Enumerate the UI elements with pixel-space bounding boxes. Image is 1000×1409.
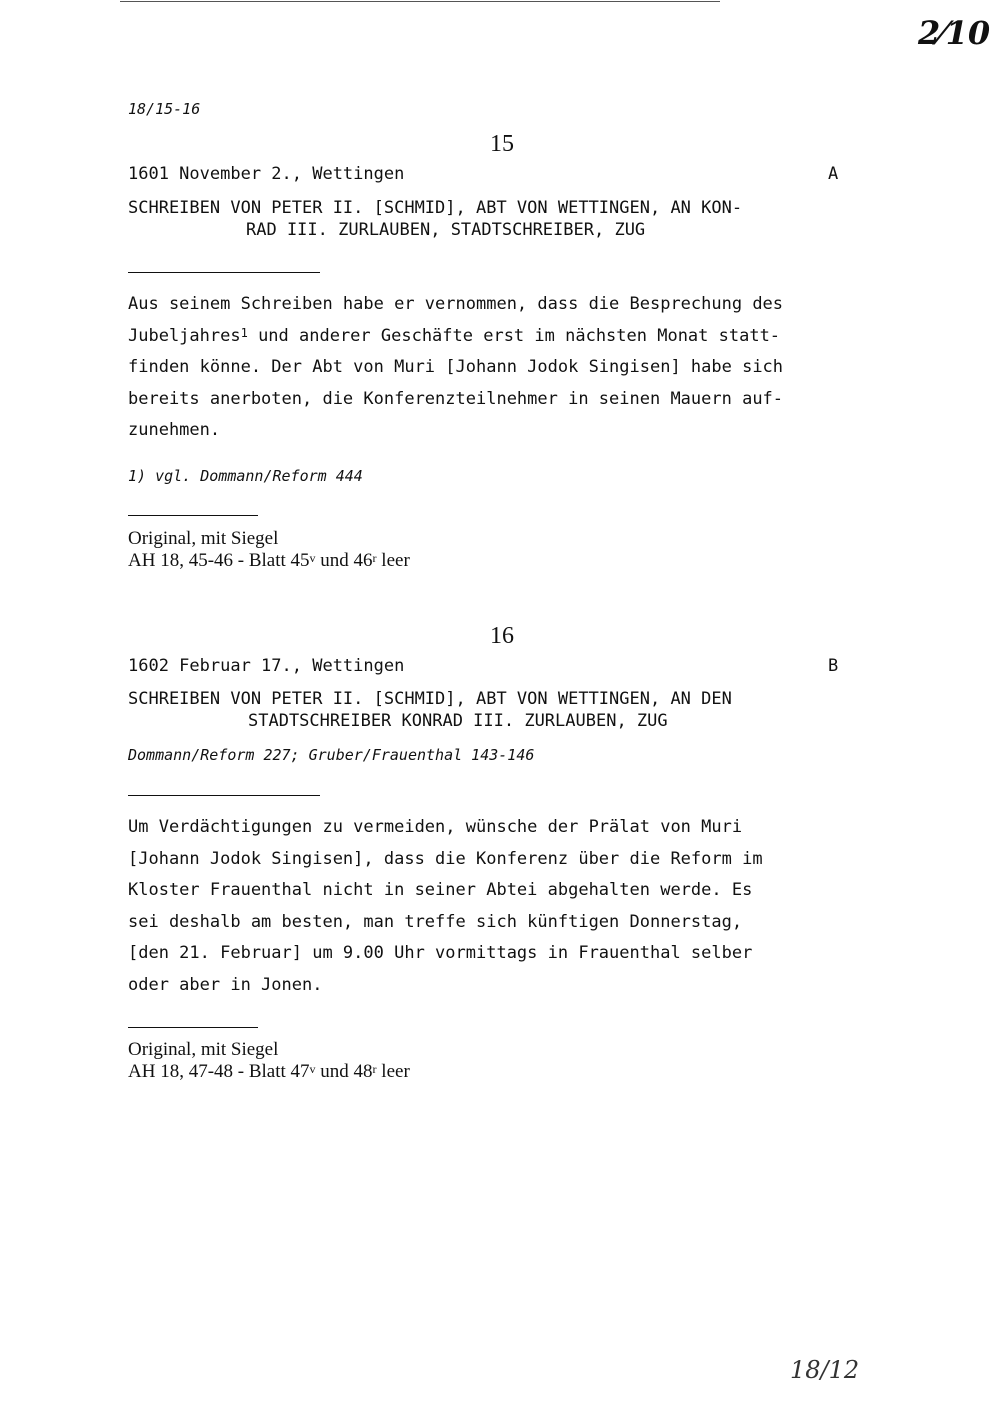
body-line: Aus seinem Schreiben habe er vernommen, dass die Besprechung des xyxy=(128,294,784,314)
divider xyxy=(128,515,258,516)
entry-16-title-line2: STADTSCHREIBER KONRAD III. ZURLAUBEN, ZUG xyxy=(248,711,668,731)
footnote: 1) vgl. Dommann/Reform 444 xyxy=(128,467,363,485)
body-line: bereits anerboten, die Konferenzteilnehmer in seinen Mauern auf- xyxy=(128,388,784,409)
body-line xyxy=(128,321,908,353)
source-archive xyxy=(128,1061,410,1083)
archive-ref: AH 18, 45-46 - Blatt 45 xyxy=(128,550,310,571)
verso-mark: v xyxy=(309,551,316,565)
body-text: und anderer Geschäfte erst im nächsten Monat statt- xyxy=(247,325,781,346)
archive-ref: AH 18, 47-48 - Blatt 47 xyxy=(128,1061,310,1082)
body-line: [den 21. Februar] um 9.00 Uhr vormittags in Frauenthal selber xyxy=(128,943,753,963)
body-line: Um Verdächtigungen zu vermeiden, wünsche der Prälat von Muri xyxy=(128,817,743,837)
body-line: zunehmen. xyxy=(128,420,221,440)
entry-16-date: 1602 Februar 17., Wettingen xyxy=(128,656,405,676)
body-line: [Johann Jodok Singisen], dass die Konferenz über die Reform im xyxy=(128,848,763,869)
body-text: Jubeljahres xyxy=(128,325,241,346)
divider xyxy=(128,795,320,796)
body-line: oder aber in Jonen. xyxy=(128,974,323,995)
body-line: finden könne. Der Abt von Muri [Johann Jodok Singisen] habe sich xyxy=(128,357,784,377)
handwritten-footer: 18/12 xyxy=(790,1356,860,1384)
scan-edge xyxy=(120,1,720,2)
body-line: sei deshalb am besten, man treffe sich künftigen Donnerstag, xyxy=(128,911,743,932)
recto-mark: r xyxy=(372,551,377,565)
entry-15-title-line2: RAD III. ZURLAUBEN, STADTSCHREIBER, ZUG xyxy=(246,220,646,240)
entry-15-title-line1: SCHREIBEN VON PETER II. [SCHMID], ABT VON WETTINGEN, AN KON- xyxy=(128,198,743,218)
source-original: Original, mit Siegel xyxy=(128,1039,279,1060)
archive-ref: und 48 xyxy=(315,1061,373,1082)
literature: Dommann/Reform 227; Gruber/Frauenthal 143-146 xyxy=(128,746,535,764)
entry-16-number: 16 xyxy=(490,623,514,649)
archive-ref: leer xyxy=(376,1061,410,1082)
entry-15-letter: A xyxy=(828,164,839,184)
entry-16-title-line1: SCHREIBEN VON PETER II. [SCHMID], ABT VON WETTINGEN, AN DEN xyxy=(128,689,732,709)
verso-mark: v xyxy=(309,1062,316,1076)
archive-ref: und 46 xyxy=(315,550,373,571)
page-mark: 2⁄10 xyxy=(918,14,991,52)
reference-number: 18/15-16 xyxy=(128,100,201,118)
entry-15-number: 15 xyxy=(490,131,514,157)
recto-mark: r xyxy=(372,1062,377,1076)
entry-15-body xyxy=(128,289,908,447)
body-line: Kloster Frauenthal nicht in seiner Abtei abgehalten werde. Es xyxy=(128,880,753,900)
source-original: Original, mit Siegel xyxy=(128,528,279,549)
entry-15-date: 1601 November 2., Wettingen xyxy=(128,164,405,184)
archive-ref: leer xyxy=(376,550,410,571)
source-archive xyxy=(128,550,410,572)
divider xyxy=(128,1027,258,1028)
divider xyxy=(128,272,320,273)
entry-16-body xyxy=(128,812,908,1001)
footnote-marker: 1 xyxy=(240,325,248,340)
entry-16-letter: B xyxy=(828,656,839,676)
